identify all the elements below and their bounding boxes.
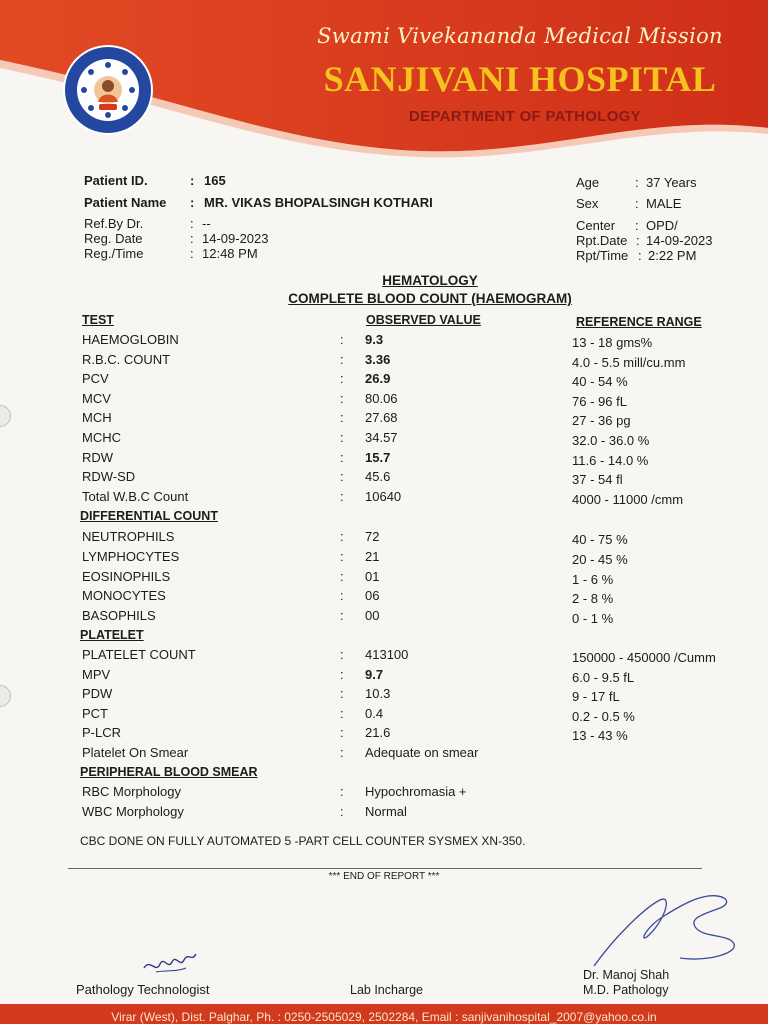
observed-value: 06 (365, 588, 380, 604)
platelet-head: PLATELET (80, 628, 144, 642)
observed-value: 21 (365, 548, 380, 564)
row-colon: : (340, 803, 344, 819)
table-row (0, 608, 768, 626)
test-name: MCV (82, 390, 111, 406)
reg-date-value: 14-09-2023 (202, 231, 269, 246)
rpt-time-label: Rpt/Time (576, 248, 629, 263)
reference-range: 76 - 96 fL (572, 393, 627, 409)
ref-by-label: Ref.By Dr. (84, 216, 144, 231)
row-colon: : (340, 548, 344, 564)
reg-time-value: 12:48 PM (202, 246, 258, 261)
observed-value: 00 (365, 608, 380, 624)
observed-value: 9.7 (365, 666, 384, 682)
technologist-signature-icon (140, 946, 200, 980)
sex-label: Sex (576, 196, 599, 211)
observed-value: 72 (365, 529, 380, 544)
test-name: PCV (82, 371, 109, 387)
table-row (0, 686, 768, 704)
test-name: P-LCR (82, 725, 122, 741)
sex-colon: : (635, 196, 639, 211)
test-name: NEUTROPHILS (82, 529, 175, 544)
reference-range: 40 - 54 % (572, 374, 628, 390)
observed-value: 15.7 (365, 449, 391, 465)
test-name: PCT (82, 705, 108, 721)
department-name: DEPARTMENT OF PATHOLOGY (409, 108, 641, 125)
observed-value: 10640 (365, 488, 402, 504)
row-colon: : (340, 568, 344, 584)
lab-incharge-label: Lab Incharge (350, 983, 423, 997)
smear-head: PERIPHERAL BLOOD SMEAR (80, 765, 258, 779)
test-name: Platelet On Smear (82, 745, 189, 760)
hospital-logo-icon (62, 44, 154, 136)
table-row (0, 489, 768, 507)
table-row (0, 784, 768, 802)
patient-name-colon: : (190, 195, 195, 210)
row-colon: : (340, 332, 344, 347)
test-name: LYMPHOCYTES (82, 548, 180, 564)
row-colon: : (340, 666, 344, 682)
reg-date-label: Reg. Date (84, 231, 143, 246)
test-name: RDW (82, 449, 114, 465)
row-colon: : (340, 784, 344, 799)
test-name: MPV (82, 666, 111, 682)
observed-value: 9.3 (365, 332, 384, 347)
reference-range: 13 - 18 gms% (572, 335, 653, 350)
center-label: Center (576, 218, 616, 233)
mission-title: Swami Vivekananda Medical Mission (317, 24, 723, 48)
table-row (0, 430, 768, 448)
rpt-date-value: 14-09-2023 (646, 233, 713, 248)
observed-value: 0.4 (365, 705, 384, 721)
table-row (0, 804, 768, 822)
test-name: Total W.B.C Count (82, 488, 189, 504)
analyzer-note: CBC DONE ON FULLY AUTOMATED 5 -PART CELL COUNTER SYSMEX XN-350. (80, 834, 526, 848)
ref-by-value: -- (202, 216, 211, 231)
pathologist-signature-icon (584, 888, 744, 972)
observed-value: 01 (365, 568, 380, 584)
row-colon: : (340, 410, 344, 426)
observed-value: 413100 (365, 647, 409, 662)
center-value: OPD/ (646, 218, 678, 233)
differential-head: DIFFERENTIAL COUNT (80, 509, 218, 523)
row-colon: : (340, 725, 344, 741)
reference-range: 32.0 - 36.0 % (572, 433, 650, 448)
hospital-name: SANJIVANI HOSPITAL (323, 59, 717, 99)
patient-id-colon: : (190, 173, 195, 188)
row-colon: : (340, 371, 344, 387)
rpt-time-colon: : (638, 248, 642, 263)
patient-name-value: MR. VIKAS BHOPALSINGH KOTHARI (204, 195, 433, 210)
observed-value: 80.06 (365, 390, 398, 406)
row-colon: : (340, 390, 344, 406)
pathologist-name: Dr. Manoj Shah (583, 968, 670, 982)
test-name: RBC Morphology (82, 784, 181, 799)
technologist-label: Pathology Technologist (76, 982, 210, 997)
row-colon: : (340, 745, 344, 760)
reference-range: 0 - 1 % (572, 611, 614, 627)
table-row (0, 706, 768, 724)
observed-value: Adequate on smear (365, 745, 479, 760)
reference-range: 4.0 - 5.5 mill/cu.mm (572, 354, 686, 370)
table-row (0, 745, 768, 763)
table-row (0, 529, 768, 547)
table-row (0, 569, 768, 587)
observed-value: Normal (365, 803, 407, 819)
observed-value: Hypochromasia + (365, 784, 467, 799)
reg-time-label: Reg./Time (84, 246, 144, 261)
table-row (0, 371, 768, 389)
row-colon: : (340, 449, 344, 465)
reference-range: 0.2 - 0.5 % (572, 708, 635, 724)
divider (68, 868, 702, 869)
row-colon: : (340, 529, 344, 544)
reg-date-colon: : (190, 231, 194, 246)
row-colon: : (340, 488, 344, 504)
pathologist-block (583, 968, 669, 998)
patient-id-value: 165 (204, 173, 226, 188)
report-title: COMPLETE BLOOD COUNT (HAEMOGRAM) (288, 291, 572, 306)
table-row (0, 410, 768, 428)
center-colon: : (635, 218, 639, 233)
section-title: HEMATOLOGY (382, 273, 478, 288)
table-row (0, 725, 768, 743)
test-name: MCH (82, 410, 112, 426)
reference-range: 37 - 54 fl (572, 472, 623, 488)
test-name: BASOPHILS (82, 608, 156, 624)
col-test: TEST (82, 313, 114, 327)
age-colon: : (635, 175, 639, 190)
patient-id-label: Patient ID. (84, 173, 148, 188)
reference-range: 1 - 6 % (572, 571, 614, 587)
col-observed: OBSERVED VALUE (366, 313, 481, 327)
reference-range: 40 - 75 % (572, 532, 628, 547)
reference-range: 27 - 36 pg (572, 413, 631, 429)
test-name: WBC Morphology (82, 803, 184, 819)
patient-name-label: Patient Name (84, 195, 167, 210)
table-row (0, 450, 768, 468)
pathologist-title: M.D. Pathology (583, 983, 669, 997)
test-name: RDW-SD (82, 469, 136, 485)
age-value: 37 Years (646, 175, 697, 190)
test-name: PDW (82, 686, 113, 702)
reference-range: 20 - 45 % (572, 551, 628, 567)
table-row (0, 647, 768, 665)
sex-value: MALE (646, 196, 682, 211)
observed-value: 26.9 (365, 371, 391, 387)
test-name: HAEMOGLOBIN (82, 332, 179, 347)
reference-range: 150000 - 450000 /Cumm (572, 650, 716, 665)
table-row (0, 588, 768, 606)
table-row (0, 352, 768, 370)
row-colon: : (340, 647, 344, 662)
observed-value: 34.57 (365, 430, 398, 445)
test-name: PLATELET COUNT (82, 647, 196, 662)
row-colon: : (340, 588, 344, 604)
row-colon: : (340, 469, 344, 485)
observed-value: 10.3 (365, 686, 391, 702)
reference-range: 2 - 8 % (572, 591, 614, 607)
table-row (0, 391, 768, 409)
col-reference: REFERENCE RANGE (576, 315, 702, 329)
test-name: R.B.C. COUNT (82, 351, 171, 367)
test-name: MONOCYTES (82, 588, 166, 604)
reg-time-colon: : (190, 246, 194, 261)
age-label: Age (576, 175, 600, 190)
table-row (0, 549, 768, 567)
reference-range: 13 - 43 % (572, 728, 628, 744)
reference-range: 4000 - 11000 /cmm (572, 491, 684, 507)
row-colon: : (340, 608, 344, 624)
row-colon: : (340, 351, 344, 367)
reference-range: 6.0 - 9.5 fL (572, 669, 635, 685)
test-name: MCHC (82, 430, 121, 445)
table-row (0, 469, 768, 487)
observed-value: 21.6 (365, 725, 391, 741)
end-of-report: *** END OF REPORT *** (328, 871, 440, 882)
test-name: EOSINOPHILS (82, 568, 171, 584)
table-row (0, 667, 768, 685)
rpt-time-value: 2:22 PM (648, 248, 697, 263)
table-row (0, 332, 768, 350)
reference-range: 9 - 17 fL (572, 689, 620, 705)
observed-value: 45.6 (365, 469, 391, 485)
rpt-date-label: Rpt.Date (576, 233, 628, 248)
row-colon: : (340, 686, 344, 702)
ref-by-colon: : (190, 216, 194, 231)
row-colon: : (340, 705, 344, 721)
observed-value: 27.68 (365, 410, 398, 426)
observed-value: 3.36 (365, 351, 391, 367)
rpt-date-colon: : (636, 233, 640, 248)
reference-range: 11.6 - 14.0 % (572, 452, 649, 468)
footer-address: Virar (West), Dist. Palghar, Ph. : 0250-2505029, 2502284, Email : sanjivanihospital_2007@yahoo.co.in (111, 1010, 657, 1024)
row-colon: : (340, 430, 344, 445)
